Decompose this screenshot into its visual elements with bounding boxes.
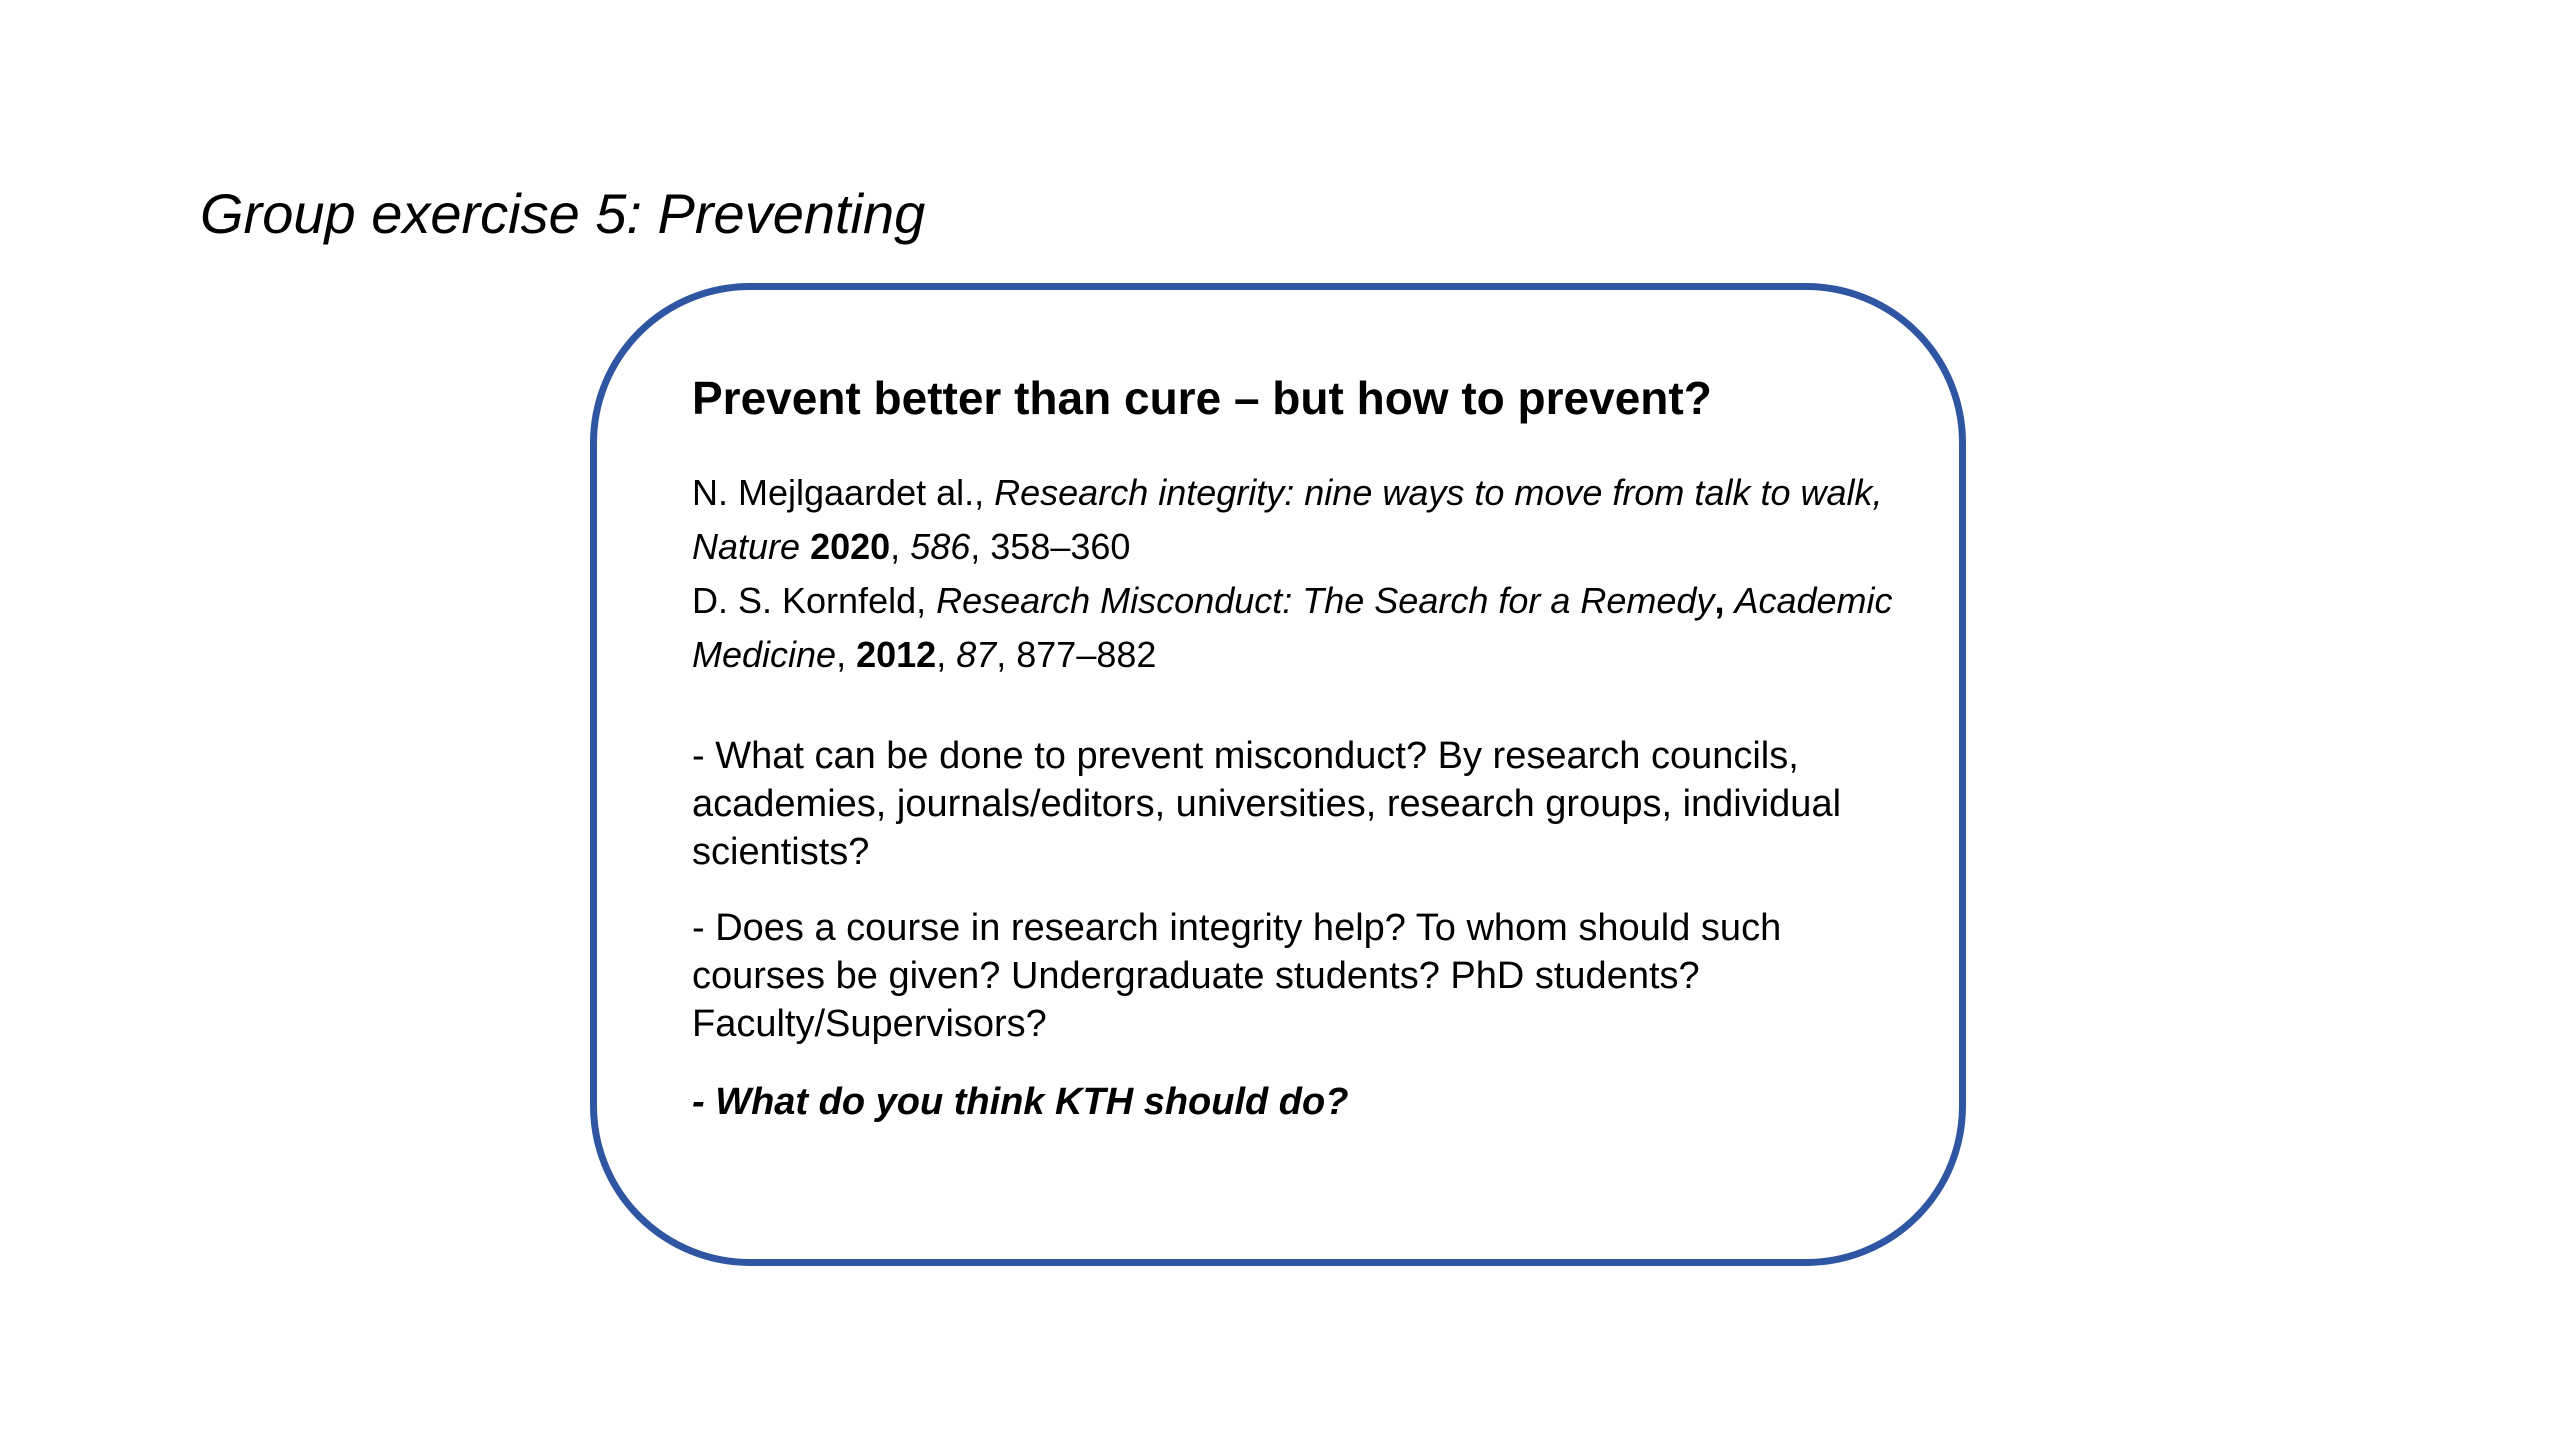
reference-2-volume: 87 <box>956 633 997 675</box>
reference-2-pages: , 877–882 <box>996 633 1157 675</box>
reference-1-volume: 586 <box>910 525 971 567</box>
reference-1-year: 2020 <box>810 525 891 567</box>
reference-1-authors: N. Mejlgaardet al., <box>692 471 995 513</box>
reference-2-authors: D. S. Kornfeld, <box>692 579 937 621</box>
card-heading: Prevent better than cure – but how to prevent? <box>692 372 1712 424</box>
reference-2-year: 2012 <box>856 633 937 675</box>
question-integrity-course: - Does a course in research integrity help? To whom should such courses be given? Undergraduate students? PhD students? Faculty/Supervisors? <box>692 906 1782 1045</box>
slide-title: Group exercise 5: Preventing <box>200 182 926 245</box>
reference-2-line-1: D. S. Kornfeld, Research Misconduct: The Search for a Remedy, Academic <box>692 579 1893 621</box>
reference-2-journal-part1: Academic <box>1734 579 1893 621</box>
question-kth: - What do you think KTH should do? <box>692 1080 1349 1123</box>
question-prevent-misconduct: - What can be done to prevent misconduct? By research councils, academies, journals/editors, universities, research groups, individual scientists? <box>692 734 1842 873</box>
reference-1-line-2: Nature 2020, 586, 358–360 <box>692 525 1131 567</box>
card-content <box>692 370 1972 1126</box>
reference-1-pages: , 358–360 <box>970 525 1131 567</box>
reference-1-title: Research integrity: nine ways to move from talk to walk, <box>994 471 1883 513</box>
reference-1-line-1 <box>692 466 1972 520</box>
reference-2-line-2: Medicine, 2012, 87, 877–882 <box>692 633 1157 675</box>
reference-2-journal-part2: Medicine <box>692 633 837 675</box>
references <box>692 466 1972 682</box>
reference-1-journal: Nature <box>692 525 801 567</box>
reference-2-title: Research Misconduct: The Search for a Remedy <box>936 579 1715 621</box>
